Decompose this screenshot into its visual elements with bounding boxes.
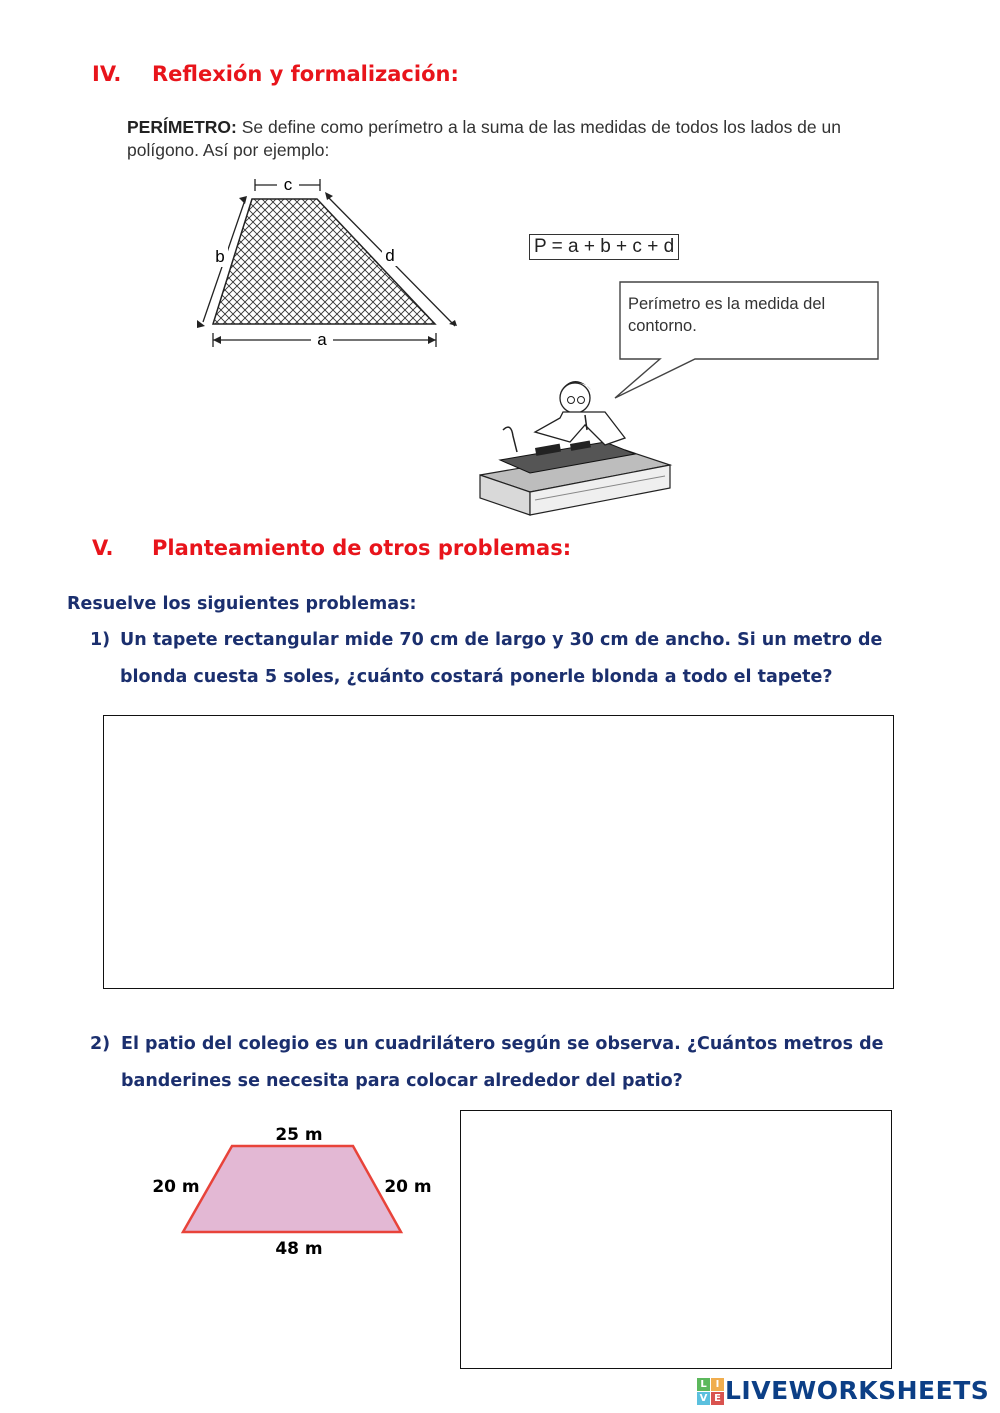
problem-2-line-2: banderines se necesita para colocar alrededor del patio? — [121, 1071, 683, 1091]
section-v-title: Planteamiento de otros problemas: — [152, 536, 572, 560]
section-v-heading — [92, 536, 571, 560]
problem-1-line-2: blonda cuesta 5 soles, ¿cuánto costará ponerle blonda a todo el tapete? — [120, 667, 833, 687]
example-trapezoid-figure — [185, 170, 475, 355]
patio-top-label: 25 m — [275, 1125, 323, 1145]
bubble-text: Perímetro es la medida del contorno. — [628, 295, 826, 335]
label-d: d — [385, 246, 395, 265]
section-iv-title: Reflexión y formalización: — [152, 62, 459, 86]
patio-right-label: 20 m — [384, 1177, 432, 1197]
patio-left-label: 20 m — [152, 1177, 200, 1197]
section-iv-number: IV. — [92, 62, 122, 86]
problem-2-number: 2) — [90, 1034, 111, 1054]
liveworksheets-logo-icon: L I V E — [697, 1378, 725, 1406]
problem-1-answer-box[interactable] — [103, 715, 894, 989]
instructions: Resuelve los siguientes problemas: — [67, 594, 417, 614]
scientist-illustration — [475, 370, 675, 520]
section-iv-heading — [92, 62, 459, 86]
hatched-trapezoid — [213, 199, 435, 324]
liveworksheets-logo-text[interactable]: LIVEWORKSHEETS — [725, 1376, 990, 1405]
problem-2-answer-box[interactable] — [460, 1110, 892, 1369]
label-b: b — [215, 247, 225, 266]
label-a: a — [317, 330, 327, 349]
patio-trapezoid-figure — [140, 1115, 445, 1265]
perimeter-formula: P = a + b + c + d — [529, 234, 679, 260]
definition-text: Se define como perímetro a la suma de las medidas de todos los lados de un polígono. Así por ejemplo: — [127, 117, 841, 160]
scientist-head — [560, 383, 590, 413]
problem-1-number: 1) — [90, 630, 111, 650]
patio-trapezoid — [183, 1146, 401, 1232]
definition-term: PERÍMETRO: — [127, 117, 237, 137]
problem-1-line-1: Un tapete rectangular mide 70 cm de largo y 30 cm de ancho. Si un metro de — [120, 630, 883, 650]
section-v-number: V. — [92, 536, 114, 560]
label-c: c — [283, 175, 293, 194]
perimeter-definition — [127, 116, 907, 162]
problem-2-line-1: El patio del colegio es un cuadrilátero según se observa. ¿Cuántos metros de — [121, 1034, 884, 1054]
patio-bottom-label: 48 m — [275, 1239, 323, 1259]
